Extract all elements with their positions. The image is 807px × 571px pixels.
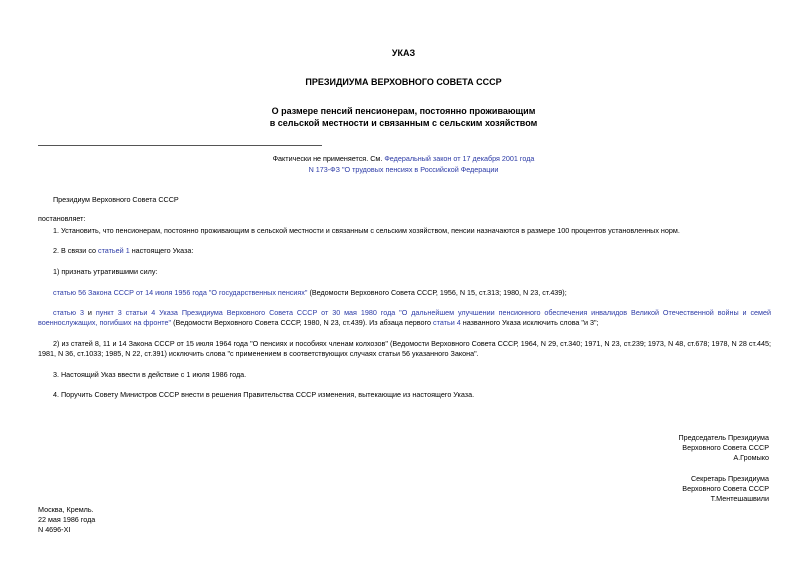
decree-1980-source: (Ведомости Верховного Совета СССР, 1980, N 23, ст.439). Из абзаца первого	[173, 318, 432, 327]
signature-2-body: Верховного Совета СССР	[682, 484, 769, 493]
paragraph-3: 3. Настоящий Указ ввести в действие с 1 июля 1986 года.	[53, 370, 247, 379]
federal-law-link[interactable]: Федеральный закон от 17 декабря 2001 года	[384, 154, 535, 163]
article-4-link[interactable]: статьи 4	[433, 318, 461, 327]
article-3-and: и	[87, 308, 92, 317]
paragraph-1: 1. Установить, что пенсионерам, постоянно проживающим в сельской местности и связанным с сельским хозяйством, пенсии назначаются в размере 100 процентов установленных норм.	[53, 226, 680, 235]
signature-2-name: Т.Ментешашвили	[710, 494, 769, 503]
doc-subtitle-line2: в сельской местности и связанным с сельским хозяйством	[269, 118, 538, 128]
paragraph-4: 4. Поручить Совету Министров СССР внести в решения Правительства СССР изменения, вытекающие из настоящего Указа.	[53, 390, 475, 399]
doc-issuer: ПРЕЗИДИУМА ВЕРХОВНОГО СОВЕТА СССР	[305, 77, 502, 87]
decrees-text: постановляет:	[38, 214, 86, 223]
signature-1-title: Председатель Президиума	[678, 433, 769, 442]
note-prefix: Фактически не применяется. См.	[272, 154, 383, 163]
decree-1980-tail: названного Указа исключить слова "и 3";	[462, 318, 599, 327]
article-56-link[interactable]: статью 56 Закона СССР от 14 июля 1956 года "О государственных пенсиях"	[53, 288, 308, 297]
paragraph-2-1: 1) признать утратившими силу:	[53, 267, 158, 276]
article-56-source: (Ведомости Верховного Совета СССР, 1956, N 15, ст.313; 1980, N 23, ст.439);	[309, 288, 567, 297]
p2-post: настоящего Указа:	[131, 246, 194, 255]
p2-pre: 2. В связи со	[53, 246, 96, 255]
intro-text: Президиум Верховного Совета СССР	[53, 195, 179, 204]
paragraph-2	[53, 246, 193, 256]
signature-2-title: Секретарь Президиума	[690, 474, 769, 483]
paragraph-2-2: 2) из статей 8, 11 и 14 Закона СССР от 15 июля 1964 года "О пенсиях и пособиях членам колхозов" (Ведомости Верховного Совета СССР, 1964, N 29, ст.340; 1971, N 23, ст.239; 1973, N 48, ст.678; 1978, N 28 ст.445; 1981, N 36, ст.1033; 1985, N 22, ст.391) исключить слова "с применением в соответствующих случаях статьи 56 указанного Закона".	[38, 339, 771, 358]
decree-1980-link[interactable]: пункт 3 статьи 4 Указа Президиума Верховного Совета СССР от 30 мая 1980 года "О дальнейшем улучшении пенсионного обеспечения инвалидов Великой Отечественной войны и семей военнослужащих, погибших на фронте"	[38, 308, 771, 327]
article-1-link[interactable]: статьей 1	[98, 246, 130, 255]
footer-number: N 4696-XI	[38, 525, 71, 534]
doc-subtitle-line1: О размере пенсий пенсионерам, постоянно проживающим	[271, 106, 536, 116]
footer-date: 22 мая 1986 года	[38, 515, 96, 524]
repealed-article-56	[53, 288, 567, 298]
applicability-note	[0, 154, 807, 164]
federal-law-link-cont[interactable]: N 173-ФЗ "О трудовых пенсиях в Российской Федерации	[308, 165, 499, 174]
separator-line	[38, 145, 322, 146]
article-3-link[interactable]: статью 3	[53, 308, 84, 317]
signature-1-name: А.Громыко	[733, 453, 769, 462]
doc-title: УКАЗ	[391, 48, 416, 58]
repealed-article-3	[38, 308, 771, 328]
footer-place: Москва, Кремль.	[38, 505, 94, 514]
signature-1-body: Верховного Совета СССР	[682, 443, 769, 452]
